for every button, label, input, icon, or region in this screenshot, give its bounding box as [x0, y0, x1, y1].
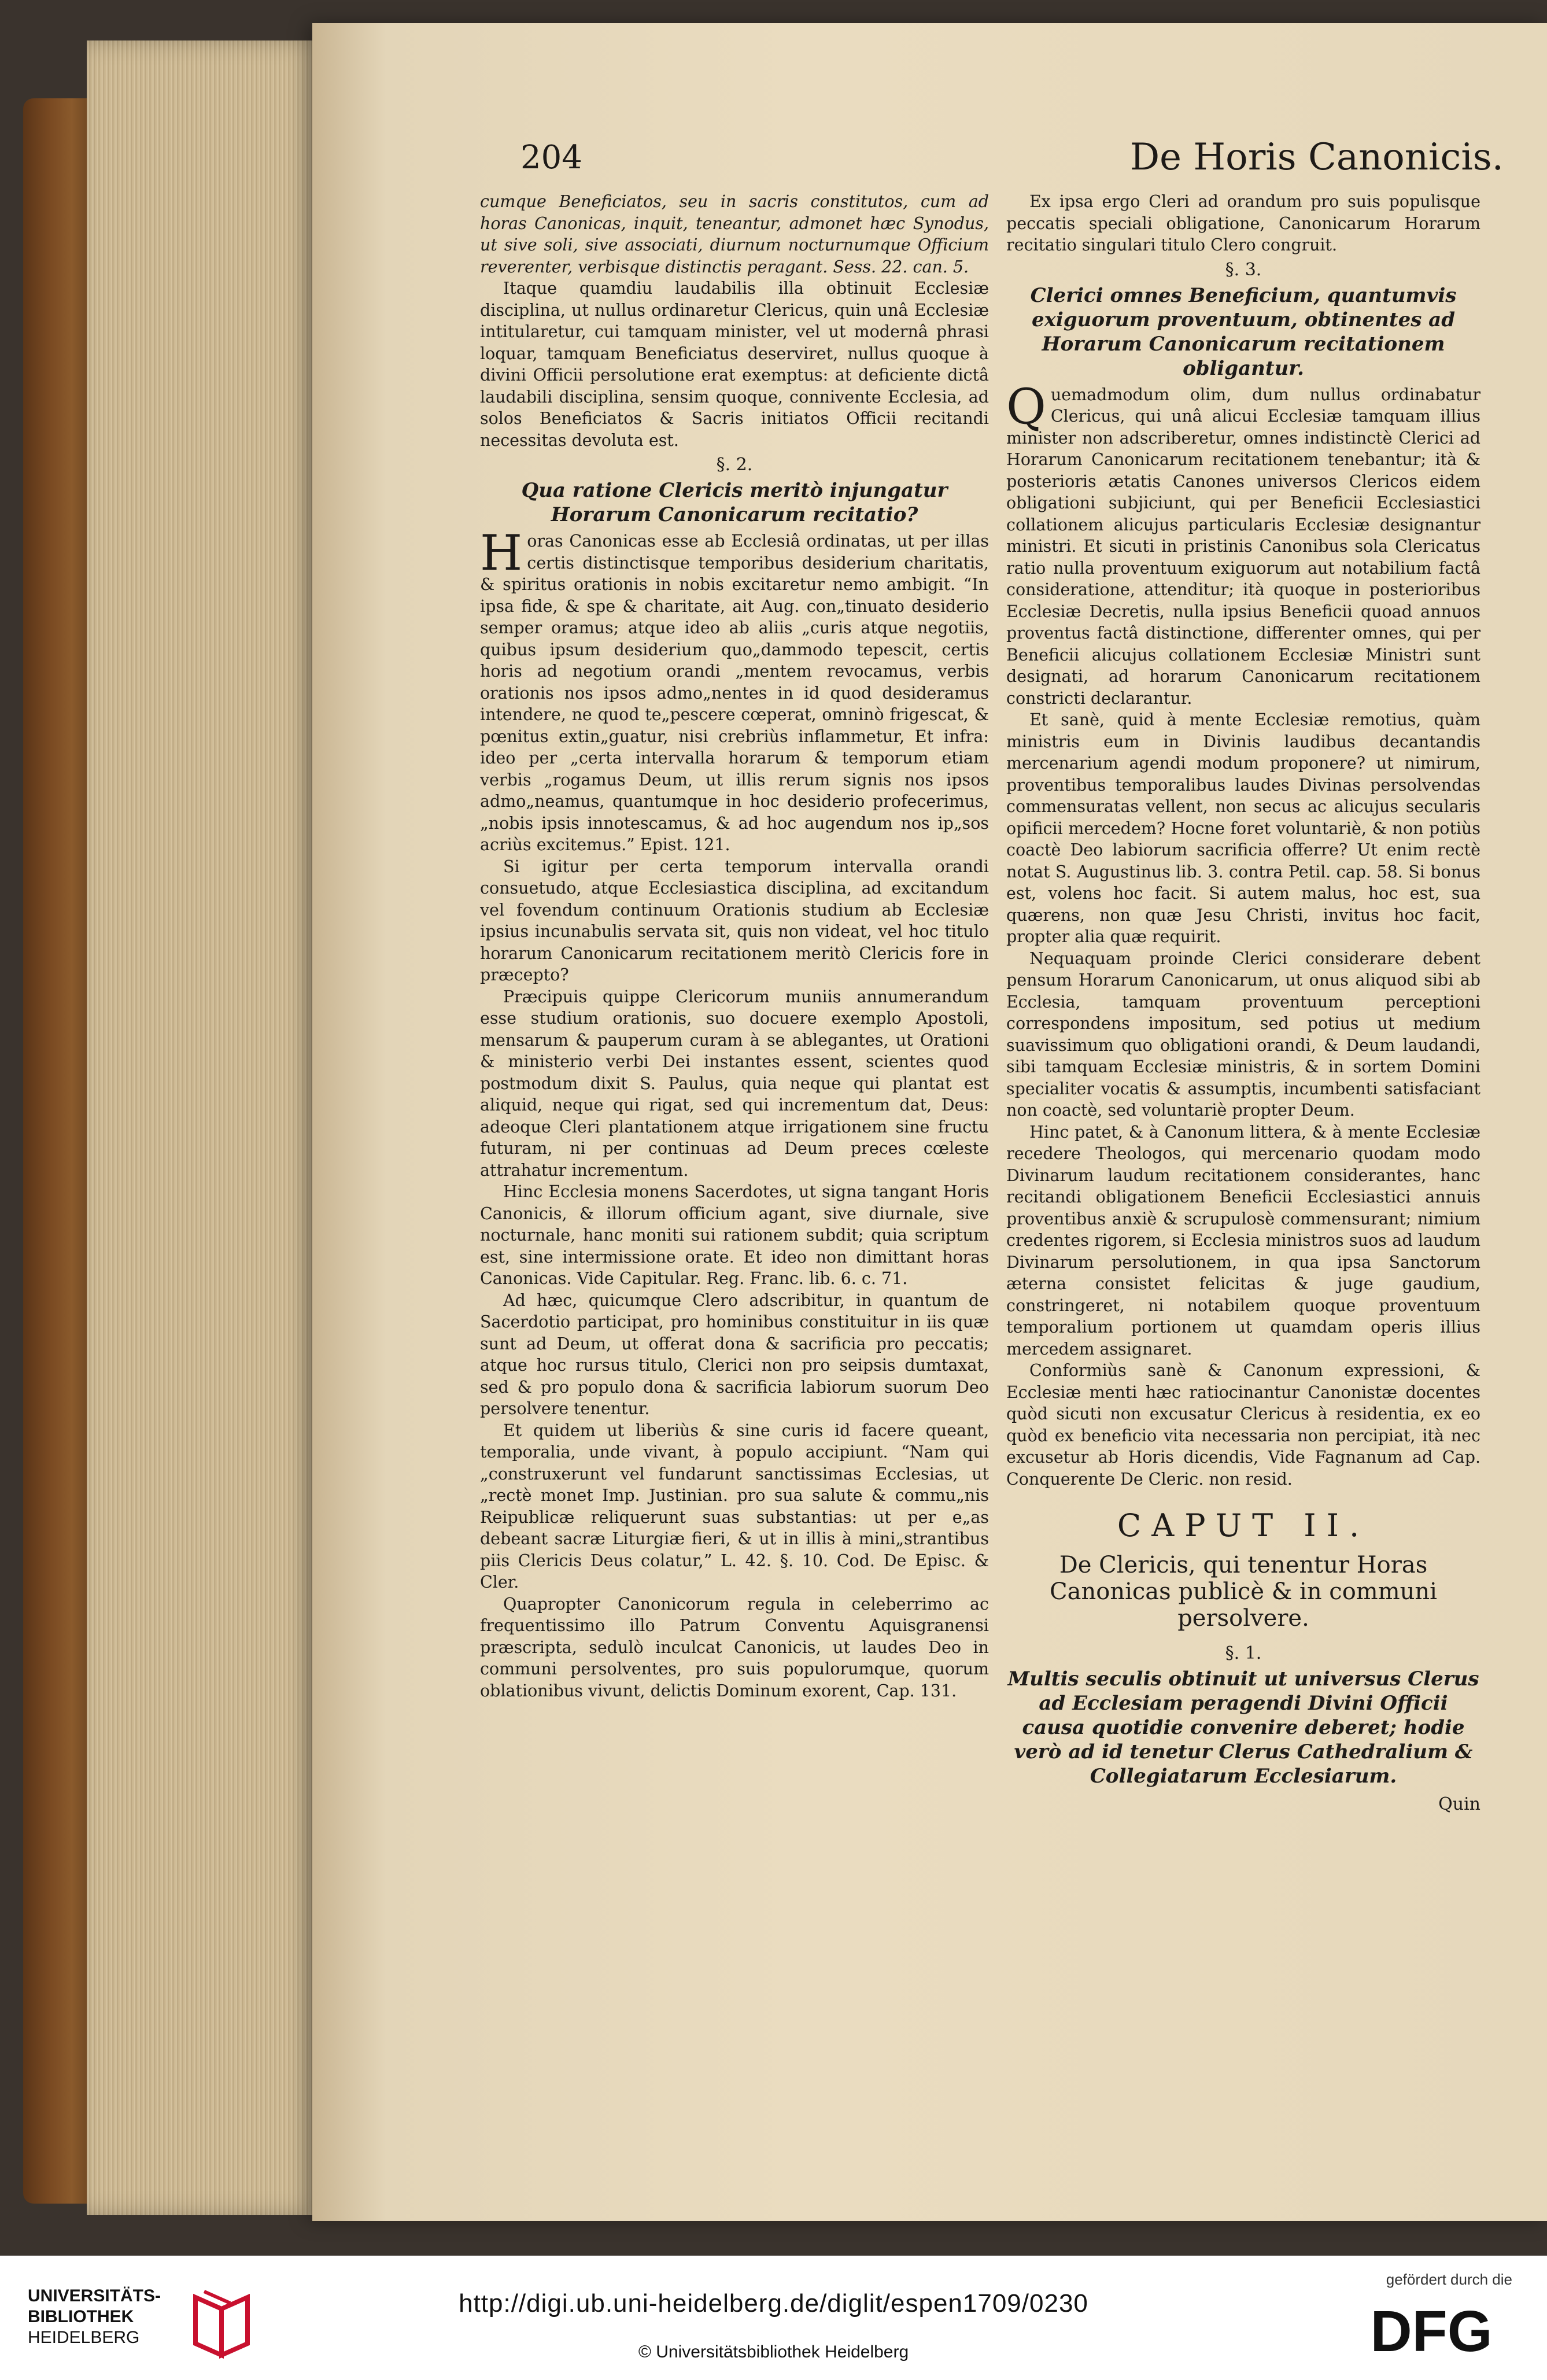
catchword: Quin [1438, 1794, 1480, 1814]
page-header [520, 121, 1504, 185]
viewer-footer [0, 2256, 1547, 2380]
left-column [480, 191, 989, 1702]
paragraph: Hinc Ecclesia monens Sacerdotes, ut signa tangant Horis Canonicis, & illorum officium agant, sive diurnale, sive nocturnale, hanc moniti sui rationem subdit; quia scriptum est, sine intermissione orate. Et ideo non dimittant horas Canonicas. Vide Capitular. Reg. Franc. lib. 6. c. 71. [480, 1182, 989, 1288]
library-name-line3: HEIDELBERG [28, 2328, 140, 2347]
paragraph: Conformiùs sanè & Canonum expressioni, & Ecclesiæ menti hæc ratiocinantur Canonistæ docentes quòd sicuti non excusatur Clericus à residentia, ex eo quòd ex beneficio vita necessaria non percipiat, ità nec excusetur ab Horis dicendis, Vide Fagnanum ad Cap. Conquerente De Cleric. non resid. [1006, 1361, 1480, 1489]
library-name-line2: BIBLIOTHEK [28, 2307, 134, 2326]
right-column [1006, 191, 1480, 1832]
paragraph: Hinc patet, & à Canonum littera, & à mente Ecclesiæ recedere Theologos, qui mercenario quodam modo Divinarum laudum recitationem considerantes, hanc recitandi obligationem Beneficii Ecclesiastici annuis proventibus anxiè & scrupulosè commensurant; nimium credentes rigorem, si Ecclesia ministros suos ad laudum Divinarum persolutionem, in qua ipsa Sanctorum æterna consistet felicitas & juge gaudium, constringeret, ni notabilem quoque proventuum temporalium portionem ut quamdam operis illius mercedem assignaret. [1006, 1122, 1480, 1359]
paragraph: Ex ipsa ergo Cleri ad orandum pro suis populisque peccatis speciali obligatione, Canonicarum Horarum recitatio singulari titulo Clero congruit. [1006, 192, 1480, 254]
dfg-logo-text: DFG [1370, 2299, 1493, 2360]
dfg-logo[interactable] [1347, 2296, 1515, 2360]
copyright-notice: © Universitätsbibliothek Heidelberg [638, 2342, 909, 2361]
paragraph: Itaque quamdiu laudabilis illa obtinuit Ecclesiæ disciplina, ut nullus ordinaretur Clericus, quin unâ Ecclesiæ intitularetur, cui tamquam minister, vel ut modernâ phrasi loquar, tamquam Beneficiatus deserviret, nullus quoque à divini Officii persolutione erat exemptus: at deficiente dictâ laudabili disciplina, sensim quoque, connivente Ecclesia, ad solos Beneficiatos & Sacris initiatos Officii recitandi necessitas devoluta est. [480, 279, 989, 450]
section-heading: Clerici omnes Beneficium, quantumvis exiguorum proventuum, obtinentes ad Horarum Canonicarum recitationem obligantur. [1030, 283, 1457, 380]
paragraph: Et sanè, quid à mente Ecclesiæ remotius, quàm ministris eum in Divinis laudibus decantandis mercenarium agendi modum proponere? ut nimirum, proventibus temporalibus laudes Divinas persolvendas commensuratas vellent, non secus ac alicujus secularis opificii mercedem? Hocne foret voluntariè, & non potiùs coactè Deo labiorum sacrificia offerre? Ut enim rectè notat S. Augustinus lib. 3. contra Petil. cap. 58. Si bonus est, volens hoc facit. Si autem malus, hoc est, sua quærens, non quæ Jesu Christi, invitus hoc facit, propter alia quæ requirit. [1006, 710, 1480, 946]
paragraph: Quapropter Canonicorum regula in celeberrimo ac frequentissimo illo Patrum Conventu Aquisgranensi præscripta, sedulò inculcat Canonicis, ut laudes Deo in communi persolventes, pro suis populorumque, quorum oblationibus vivunt, delictis Dominum exorent, Cap. 131. [480, 1594, 989, 1700]
paragraph: Præcipuis quippe Clericorum muniis annumerandum esse studium orationis, suo docuere exemplo Apostoli, mensarum & pauperum curam à se ablegantes, ut Orationi & ministerio verbi Dei instantes essent, scientes quod postmodum dixit S. Paulus, quia neque qui plantat est aliquid, neque qui rigat, sed qui incrementum dat, Deus: adeoque Cleri plantationem atque irrigationem sine fructu futuram, ni per continuas ad Deum preces cœleste attrahatur incrementum. [480, 987, 989, 1180]
book-page-edges [87, 40, 324, 2215]
paragraph: cumque Beneficiatos, seu in sacris constitutos, cum ad horas Canonicas, inquit, teneantur, admonet hæc Synodus, ut sive soli, sive associati, diurnum nocturnumque Officium reverenter, verbisque distinctis peragant. Sess. 22. can. 5. [480, 192, 989, 276]
book-page [312, 23, 1547, 2221]
paragraph: Et quidem ut liberiùs & sine curis id facere queant, temporalia, unde vivant, à populo accipiunt. “Nam qui „construxerunt vel fundarunt sanctissimas Ecclesias, ut „rectè monet Imp. Justinian. pro sua salute & commu„nis Reipublicæ reliquerunt suas substantias: ut per e„as debeant sacræ Liturgiæ fieri, & ut in illis à mini„strantibus piis Clericis Deus colatur,” L. 42. §. 10. Cod. De Episc. & Cler. [480, 1420, 989, 1592]
book-fore-edge [23, 98, 93, 2204]
section-heading: Multis seculis obtinuit ut universus Clerus ad Ecclesiam peragendi Divini Officii causa quotidie convenire deberet; hodie verò ad id tenetur Clerus Cathedralium & Collegiatarum Ecclesiarum. [1007, 1667, 1479, 1788]
paragraph: Si igitur per certa temporum intervalla orandi consuetudo, atque Ecclesiastica disciplina, ad excitandum vel fovendum continuum Orationis studium ab Ecclesiæ ipsius incunabulis servata sit, quis non videat, vel hoc titulo horarum Canonicarum recitationem meritò Clericis fore in præcepto? [480, 857, 989, 984]
permalink-url[interactable]: http://digi.ub.uni-heidelberg.de/diglit/espen1709/0230 [459, 2289, 1088, 2318]
section-mark: §. 2. [716, 455, 753, 475]
chapter-subtitle: De Clericis, qui tenentur Horas Canonicas publicè & in communi persolvere. [1050, 1552, 1437, 1632]
paragraph: Horas Canonicas esse ab Ecclesiâ ordinatas, ut per illas certis distinctisque temporibus desiderium charitatis, & spiritus orationis in nobis excitaretur nemo ambigit. “In ipsa fide, & spe & charitate, ait Aug. con„tinuato desiderio semper oramus; atque ideo ab aliis „curis atque negotiis, quibus ipsum desiderium quo„dammodo tepescit, certis horis ad negotium orandi „mentem revocamus, verbis orationis nos ipsos admo„nentes in id quod desideramus intendere, ne quod te„pescere cœperat, omninò frigescat, & pœnitus extin„guatur, nisi crebriùs inflammetur, Et infra: ideo per „certa intervalla horarum & temporum etiam verbis „rogamus Deum, ut illis rerum signis nos ipsos admo„neamus, quantumque in hoc desiderio profecerimus, „nobis ipsis innotescamus, & ad hoc augendum nos ip„sos acriùs excitemus.” Epist. 121. [480, 525, 989, 854]
running-head: De Horis Canonicis. [1129, 136, 1504, 179]
paragraph: Nequaquam proinde Clerici considerare debent pensum Horarum Canonicarum, ut onus aliquod sibi ab Ecclesia, tamquam proventuum perceptioni correspondens impositum, sed potius ut medium suavissimum quo obligationi orandi, & Deum laudandi, sibi tamquam Ecclesiæ ministris, & in sortem Domini specialiter vocatis & assumptis, incumbenti satisfaciant non coactè, sed voluntariè propter Deum. [1006, 949, 1480, 1120]
section-heading: Qua ratione Clericis meritò injungatur Horarum Canonicarum recitatio? [521, 479, 948, 526]
paragraph: Ad hæc, quicumque Clero adscribitur, in quantum de Sacerdotio participat, pro hominibus constituitur in iis quæ sunt ad Deum, ut offerat dona & sacrificia pro peccatis; atque hoc rursus titulo, Clerici non pro seipsis dumtaxat, sed & pro populo dona & sacrificia labiorum suorum Deo persolvere tenentur. [480, 1290, 989, 1418]
section-mark: §. 1. [1225, 1643, 1262, 1663]
page-number: 204 [520, 139, 582, 176]
chapter-title: CAPUT II. [1117, 1507, 1370, 1544]
library-name-line1: UNIVERSITÄTS- [28, 2286, 161, 2305]
section-mark: §. 3. [1225, 259, 1262, 280]
paragraph: Quemadmodum olim, dum nullus ordinabatur Clericus, qui unâ alicui Ecclesiæ tamquam illius minister non adscriberetur, omnes indistinctè Clerici ad Horarum Canonicarum recitationem tenebantur; ità & posterioris ætatis Canones universos Clericos eidem obligationi subjiciunt, qui per Beneficii Ecclesiastici collationem alicujus particularis Ecclesiæ designantur ministri. Et sicuti in pristinis Canonibus sola Clericatus ratio nulla proventuum exiguorum aut notabilium factâ consideratione, attenditur; ità quoque in posterioribus Ecclesiæ Decretis, nulla ipsius Beneficii quoad annuos proventus factâ distinctione, differenter omnes, qui per Beneficii alicujus collationem Ecclesiæ Ministri sunt designati, ad horarum Canonicarum recitationem constricti declarantur. [1006, 378, 1480, 708]
funded-by-label: gefördert durch die [1386, 2271, 1512, 2288]
